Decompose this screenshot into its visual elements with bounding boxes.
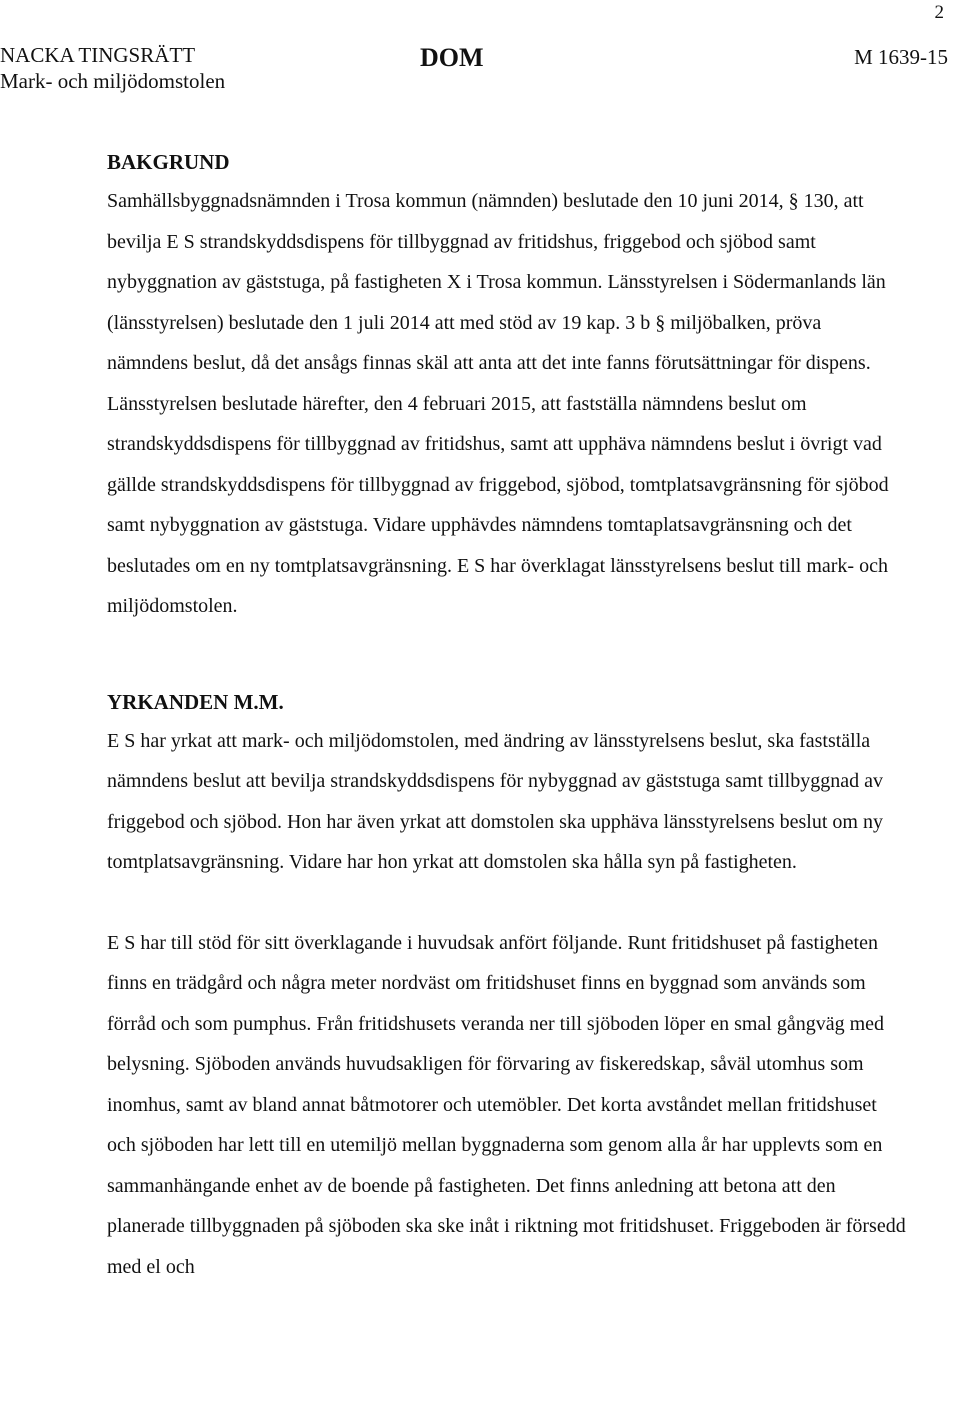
section-spacer xyxy=(107,627,907,683)
document-type: DOM xyxy=(420,43,484,72)
document-body xyxy=(107,143,907,1287)
court-division: Mark- och miljödomstolen xyxy=(0,69,226,93)
section-heading-claims: YRKANDEN M.M. xyxy=(107,689,284,714)
court-name: NACKA TINGSRÄTT xyxy=(0,43,196,67)
case-number: M 1639-15 xyxy=(854,45,948,69)
paragraph-spacer xyxy=(107,883,907,923)
claims-paragraph-1: E S har yrkat att mark- och miljödomstolen, med ändring av länsstyrelsens beslut, ska fastställa nämndens beslut att bevilja strandskyddsdispens för nybyggnad av gäststuga samt tillbyggnad av friggebod och sjöbod. Hon har även yrkat att domstolen ska upphäva länsstyrelsens beslut om ny tomtplatsavgränsning. Vidare har hon yrkat att domstolen ska hålla syn på fastigheten. xyxy=(107,729,883,873)
section-heading-background: BAKGRUND xyxy=(107,150,230,174)
document-header xyxy=(0,42,960,98)
background-paragraph: Samhällsbyggnadsnämnden i Trosa kommun (nämnden) beslutade den 10 juni 2014, § 130, att bevilja E S strandskyddsdispens för tillbyggnad av fritidshus, friggebod och sjöbod samt nybyggnation av gäststuga, på fastigheten X i Trosa kommun. Länsstyrelsen i Södermanlands län (länsstyrelsen) beslutade den 1 juli 2014 att med stöd av 19 kap. 3 b § miljöbalken, pröva nämndens beslut, då det ansågs finnas skäl att anta att det inte fanns förutsättningar för dispens. Länsstyrelsen beslutade härefter, den 4 februari 2015, att fastställa nämndens beslut om strandskyddsdispens för tillbyggnad av fritidshus, samt att upphäva nämndens beslut i övrigt vad gällde strandskyddsdispens för tillbyggnad av friggebod, sjöbod, tomtplatsavgränsning för sjöbod samt nybyggnation av gäststuga. Vidare upphävdes nämndens tomtaplatsavgränsning och det beslutades om en ny tomtplatsavgränsning. E S har överklagat länsstyrelsens beslut till mark- och miljödomstolen. xyxy=(107,190,889,617)
court-info xyxy=(0,42,225,94)
page-number: 2 xyxy=(934,2,944,23)
claims-paragraph-2: E S har till stöd för sitt överklagande i huvudsak anfört följande. Runt fritidshuset på fastigheten finns en trädgård och några meter nordväst om fritidshuset finns en byggnad som används som förråd och som pumphus. Från fritidshusets veranda ner till sjöboden löper en smal gångväg med belysning. Sjöboden används huvudsakligen för förvaring av fiskeredskap, såväl utomhus som inomhus, samt av bland annat båtmotorer och utemöbler. Det korta avståndet mellan fritidshuset och sjöboden har lett till en utemiljö mellan byggnaderna som genom alla år har upplevts som en sammanhängande enhet av de boende på fastigheten. Det finns anledning att betona att den planerade tillbyggnaden på sjöboden ska ske inåt i riktning mot fritidshuset. Friggeboden är försedd med el och xyxy=(107,931,906,1278)
